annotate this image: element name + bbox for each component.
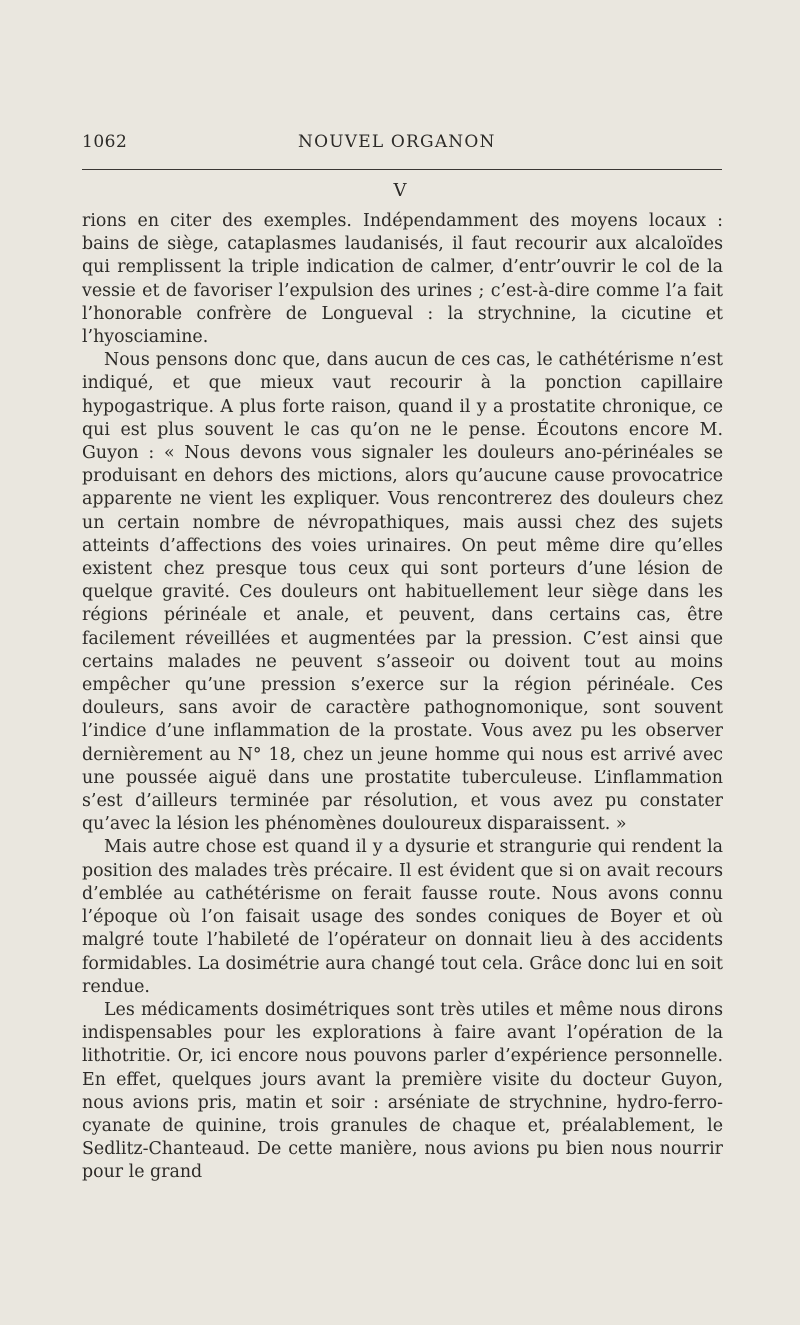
running-title: NOUVEL ORGANON	[298, 132, 496, 152]
paragraph: Les médicaments dosimétriques sont très utiles et même nous dirons indispensables pour les explorations à faire avant l’opération de la lithotritie. Or, ici encore nous pouvons parler d’expérience personnelle. En effet, quelques jours avant la première visite du docteur Guyon, nous avions pris, matin et soir : arséniate de strychnine, hydro-ferro-cyanate de quinine, trois granules de chaque et, préalablement, le Sedlitz-Chanteaud. De cette manière, nous avions pu bien nous nourrir pour le grand	[82, 999, 723, 1183]
paragraph: Nous pensons donc que, dans aucun de ces cas, le cathétérisme n’est indiqué, et que mieux vaut recourir à la ponction capillaire hypogastrique. A plus forte raison, quand il y a prostatite chronique, ce qui est plus souvent le cas qu’on ne le pense. Écoutons encore M. Guyon : « Nous devons vous signaler les douleurs ano-périnéales se produisant en dehors des mictions, alors qu’aucune cause provocatrice apparente ne vient les expliquer. Vous rencontrerez des douleurs chez un certain nombre de névropathiques, mais aussi chez des sujets atteints d’affections des voies urinaires. On peut même dire qu’elles existent chez presque tous ceux qui sont porteurs d’une lésion de quelque gravité. Ces douleurs ont habituellement leur siège dans les régions périnéale et anale, et peuvent, dans certains cas, être facilement réveillées et augmentées par la pression. C’est ainsi que certains malades ne peuvent s’asseoir ou doivent tout au moins empêcher qu’une pression s’exerce sur la région périnéale. Ces douleurs, sans avoir de caractère pathognomonique, sont souvent l’indice d’une inflammation de la prostate. Vous avez pu les observer dernièrement au N° 18, chez un jeune homme qui nous est arrivé avec une poussée aiguë dans une prostatite tuberculeuse. L’inflammation s’est d’ailleurs terminée par résolution, et vous avez pu constater qu’avec la lésion les phénomènes douloureux disparaissent. »	[82, 350, 723, 835]
page-header	[82, 132, 722, 160]
signature-mark: V	[393, 180, 407, 201]
header-rule	[82, 169, 722, 170]
paragraph: Mais autre chose est quand il y a dysurie et strangurie qui rendent la position des malades très précaire. Il est évident que si on avait recours d’emblée au cathétérisme on ferait fausse route. Nous avons connu l’époque où l’on faisait usage des sondes coniques de Boyer et où malgré toute l’habileté de l’opérateur on donnait lieu à des accidents formidables. La dosimétrie aura changé tout cela. Grâce donc lui en soit rendue.	[82, 837, 723, 997]
body-text	[82, 210, 723, 1185]
paragraph-continuation: rions en citer des exemples. Indépendamment des moyens locaux : bains de siège, cataplasmes laudanisés, il faut recourir aux alcaloïdes qui remplissent la triple indication de calmer, d’entr’ouvrir le col de la vessie et de favoriser l’expulsion des urines ; c’est-à-dire comme l’a fait l’honorable confrère de Longueval : la strychnine, la cicutine et l’hyosciamine.	[82, 211, 723, 348]
page-number: 1062	[82, 132, 128, 152]
